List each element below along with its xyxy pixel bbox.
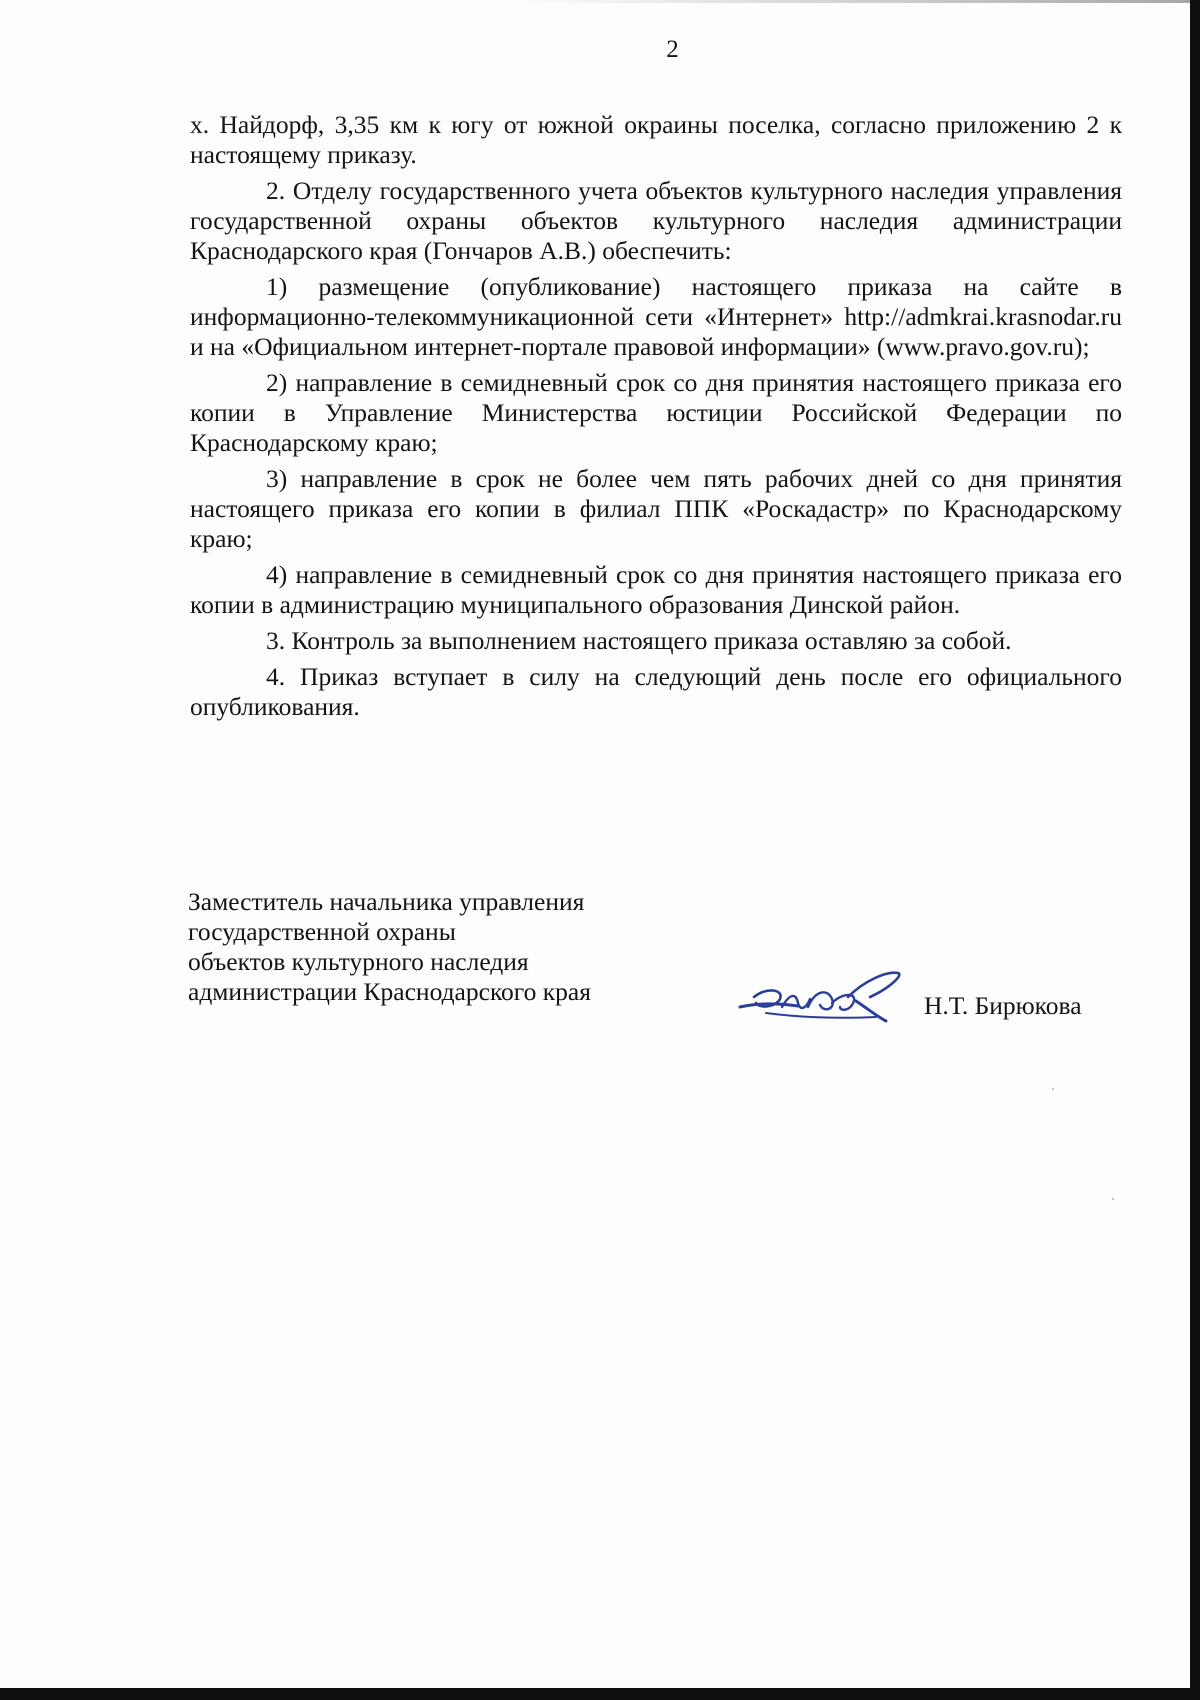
paragraph-subitem-1: 1) размещение (опубликование) настоящего приказа на сайте в информационно-телекоммуникационной сети «Интернет» http://admkrai.krasnodar.ru и на «Официальном интернет-портале правовой информации» (www.pravo.gov.ru); bbox=[190, 272, 1122, 361]
signatory-title-line: объектов культурного наследия bbox=[188, 947, 529, 976]
page-number: 2 bbox=[666, 36, 679, 63]
paragraph-subitem-4: 4) направление в семидневный срок со дня принятия настоящего приказа его копии в администрацию муниципального образования Динской район. bbox=[190, 560, 1122, 619]
signature-block bbox=[188, 887, 1128, 1027]
scan-edge-right bbox=[1190, 0, 1200, 1700]
signatory-title-line: Заместитель начальника управления bbox=[188, 887, 585, 916]
paragraph-item-4: 4. Приказ вступает в силу на следующий день после его официального опубликования. bbox=[190, 662, 1122, 721]
scan-edge-bottom bbox=[0, 1688, 1200, 1700]
paragraph-subitem-2: 2) направление в семидневный срок со дня принятия настоящего приказа его копии в Управление Министерства юстиции Российской Федерации по Краснодарскому краю; bbox=[190, 368, 1122, 457]
signatory-name: Н.Т. Бирюкова bbox=[924, 991, 1082, 1020]
paragraph-continuation: х. Найдорф, 3,35 км к югу от южной окраины поселка, согласно приложению 2 к настоящему приказу. bbox=[190, 110, 1122, 169]
handwritten-signature-icon bbox=[736, 963, 906, 1027]
scan-speck bbox=[1112, 1198, 1114, 1200]
paragraph-item-2: 2. Отделу государственного учета объектов культурного наследия управления государственной охраны объектов культурного наследия администрации Краснодарского края (Гончаров А.В.) обеспечить: bbox=[190, 176, 1122, 265]
signatory-title-line: государственной охраны bbox=[188, 917, 456, 946]
scan-speck bbox=[1052, 1088, 1054, 1090]
scan-edge-top bbox=[520, 0, 1200, 3]
document-body bbox=[190, 110, 1122, 728]
signatory-title-line: администрации Краснодарского края bbox=[188, 977, 591, 1006]
paragraph-item-3: 3. Контроль за выполнением настоящего приказа оставляю за собой. bbox=[266, 626, 1012, 655]
paragraph-subitem-3: 3) направление в срок не более чем пять рабочих дней со дня принятия настоящего приказа его копии в филиал ППК «Роскадастр» по Краснодарскому краю; bbox=[190, 464, 1122, 553]
